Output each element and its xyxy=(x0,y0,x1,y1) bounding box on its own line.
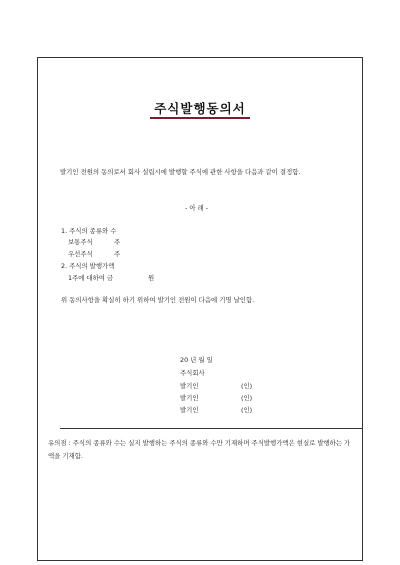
document-border xyxy=(37,57,363,561)
title-underline xyxy=(150,117,250,119)
seal-mark: (인) xyxy=(241,406,253,414)
notice-heading: - 아 래 - xyxy=(185,204,209,212)
seal-mark: (인) xyxy=(241,382,253,390)
item1-preferred-unit: 주 xyxy=(114,250,121,258)
footnote-text: 유의점 : 주식의 종류와 수는 실지 발행하는 주식의 종류와 수만 기재하며 주식발행가액은 현실로 발행하는 가액을 기재함. xyxy=(48,439,351,460)
promoter-label: 발기인 xyxy=(180,382,199,390)
item1-heading: 1. 주식의 종류와 수 xyxy=(61,227,117,235)
item1-preferred-label: 우선주식 xyxy=(68,250,93,258)
company-label: 주식회사 xyxy=(180,369,205,377)
item1-common-unit: 주 xyxy=(114,238,121,246)
document-title: 주식발행동의서 xyxy=(154,101,246,116)
promoter-label: 발기인 xyxy=(180,394,199,402)
item2-heading: 2. 주식의 발행가액 xyxy=(61,262,115,270)
intro-paragraph: 발기인 전원의 동의로서 회사 설립시에 발행할 주식에 관한 사항을 다음과 같이 결정함. xyxy=(60,168,301,176)
title-container xyxy=(145,101,255,117)
item1-common-label: 보통주식 xyxy=(68,238,93,246)
date-line: 20 년 월 일 xyxy=(180,356,213,364)
seal-mark: (인) xyxy=(241,394,253,402)
footnote-separator xyxy=(60,428,362,429)
item2-per-share: 1주에 대하여 금 xyxy=(68,274,114,282)
item2-unit: 원 xyxy=(148,274,155,282)
confirmation-text: 위 동의사항을 확실히 하기 위하여 발기인 전원이 다음에 기명 날인함. xyxy=(61,296,255,304)
promoter-label: 발기인 xyxy=(180,406,199,414)
